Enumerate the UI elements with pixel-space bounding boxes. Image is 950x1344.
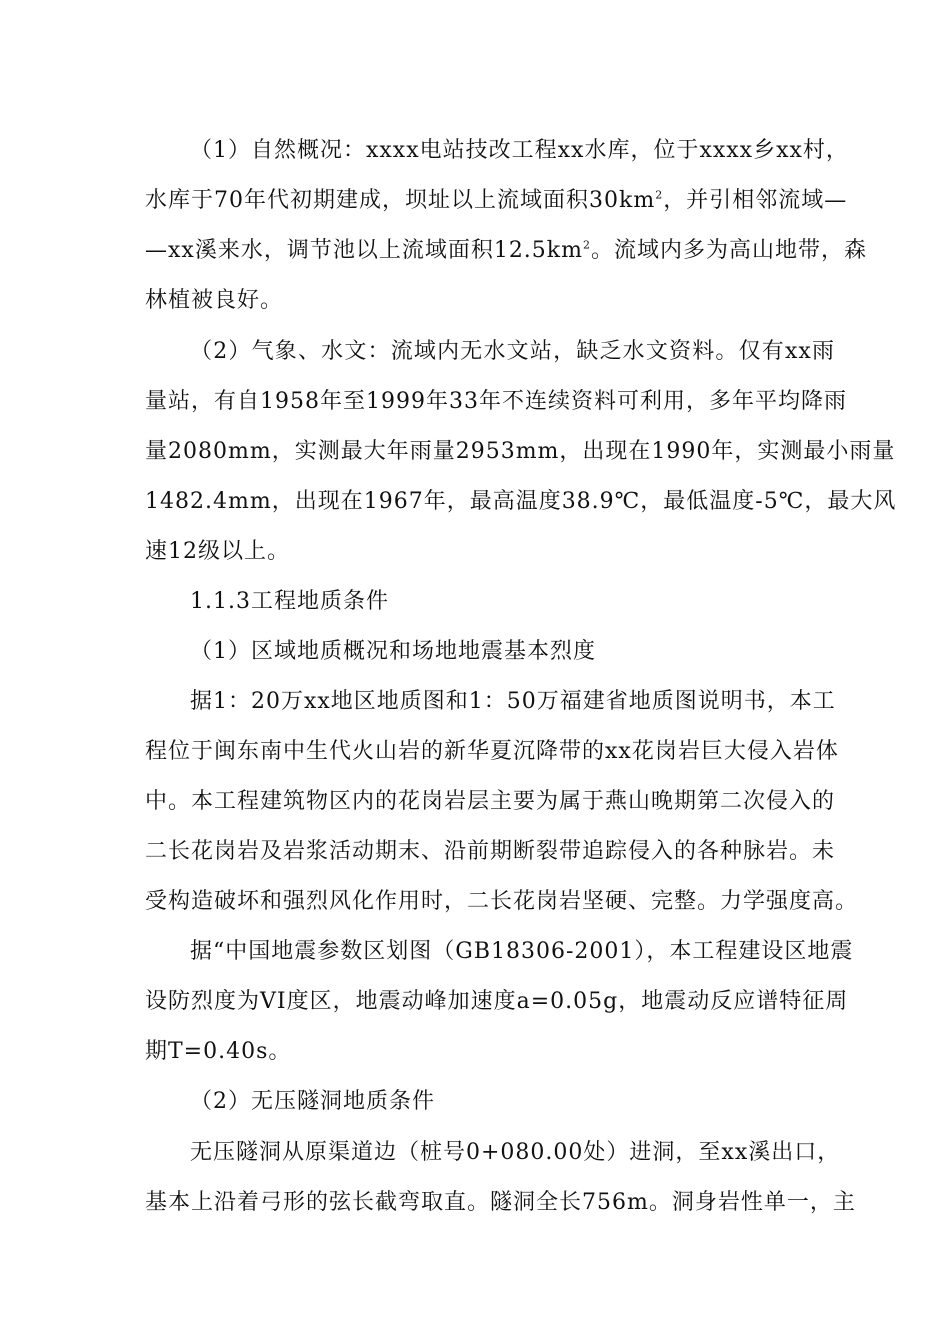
text-segment: ，并引相邻流域—	[663, 188, 848, 213]
paragraph-climate-line-2: 量站，有自1958年至1999年33年不连续资料可利用，多年平均降雨	[145, 389, 847, 414]
paragraph-seismic-line-2: 设防烈度为VI度区，地震动峰加速度a=0.05g，地震动反应谱特征周	[145, 989, 849, 1014]
paragraph-climate-line-4: 1482.4mm，出现在1967年，最高温度38.9℃，最低温度-5℃，最大风	[145, 489, 897, 514]
paragraph-natural-line-2	[145, 186, 848, 216]
paragraph-climate-line-3: 量2080mm，实测最大年雨量2953mm，出现在1990年，实测最小雨量	[145, 439, 896, 464]
superscript: 2	[655, 188, 664, 202]
paragraph-natural-line-4: 林植被良好。	[145, 288, 284, 313]
paragraph-climate-line-1: （2）气象、水文：流域内无水文站，缺乏水文资料。仅有xx雨	[190, 339, 835, 364]
paragraph-geology-line-3: 中。本工程建筑物区内的花岗岩层主要为属于燕山晚期第二次侵入的	[145, 789, 836, 814]
subsection-heading-1: （1）区域地质概况和场地地震基本烈度	[190, 639, 596, 664]
paragraph-geology-line-1: 据1：20万xx地区地质图和1：50万福建省地质图说明书，本工	[190, 689, 836, 714]
paragraph-tunnel-line-1: 无压隧洞从原渠道边（桩号0+080.00处）进洞，至xx溪出口，	[190, 1140, 841, 1165]
paragraph-natural-line-3	[145, 236, 868, 266]
paragraph-seismic-line-1: 据“中国地震参数区划图（GB18306-2001），本工程建设区地震	[190, 939, 854, 964]
text-segment: 。流域内多为高山地带，森	[591, 238, 868, 263]
paragraph-seismic-line-3: 期T=0.40s。	[145, 1039, 292, 1064]
paragraph-geology-line-4: 二长花岗岩及岩浆活动期末、沿前期断裂带追踪侵入的各种脉岩。未	[145, 839, 836, 864]
paragraph-geology-line-5: 受构造破坏和强烈风化作用时，二长花岗岩坚硬、完整。力学强度高。	[145, 889, 859, 914]
paragraph-climate-line-5: 速12级以上。	[145, 539, 290, 564]
superscript: 2	[583, 238, 591, 252]
section-heading: 1.1.3工程地质条件	[190, 589, 389, 614]
paragraph-natural-line-1: （1）自然概况：xxxx电站技改工程xx水库，位于xxxx乡xx村，	[190, 138, 849, 163]
text-segment: —xx溪来水，调节池以上流域面积12.5km	[145, 238, 583, 263]
paragraph-geology-line-2: 程位于闽东南中生代火山岩的新华夏沉降带的xx花岗岩巨大侵入岩体	[145, 739, 839, 764]
subsection-heading-2: （2）无压隧洞地质条件	[190, 1089, 435, 1114]
text-segment: 水库于70年代初期建成，坝址以上流域面积30km	[145, 188, 656, 213]
paragraph-tunnel-line-2: 基本上沿着弓形的弦长截弯取直。隧洞全长756m。洞身岩性单一，主	[145, 1190, 856, 1215]
